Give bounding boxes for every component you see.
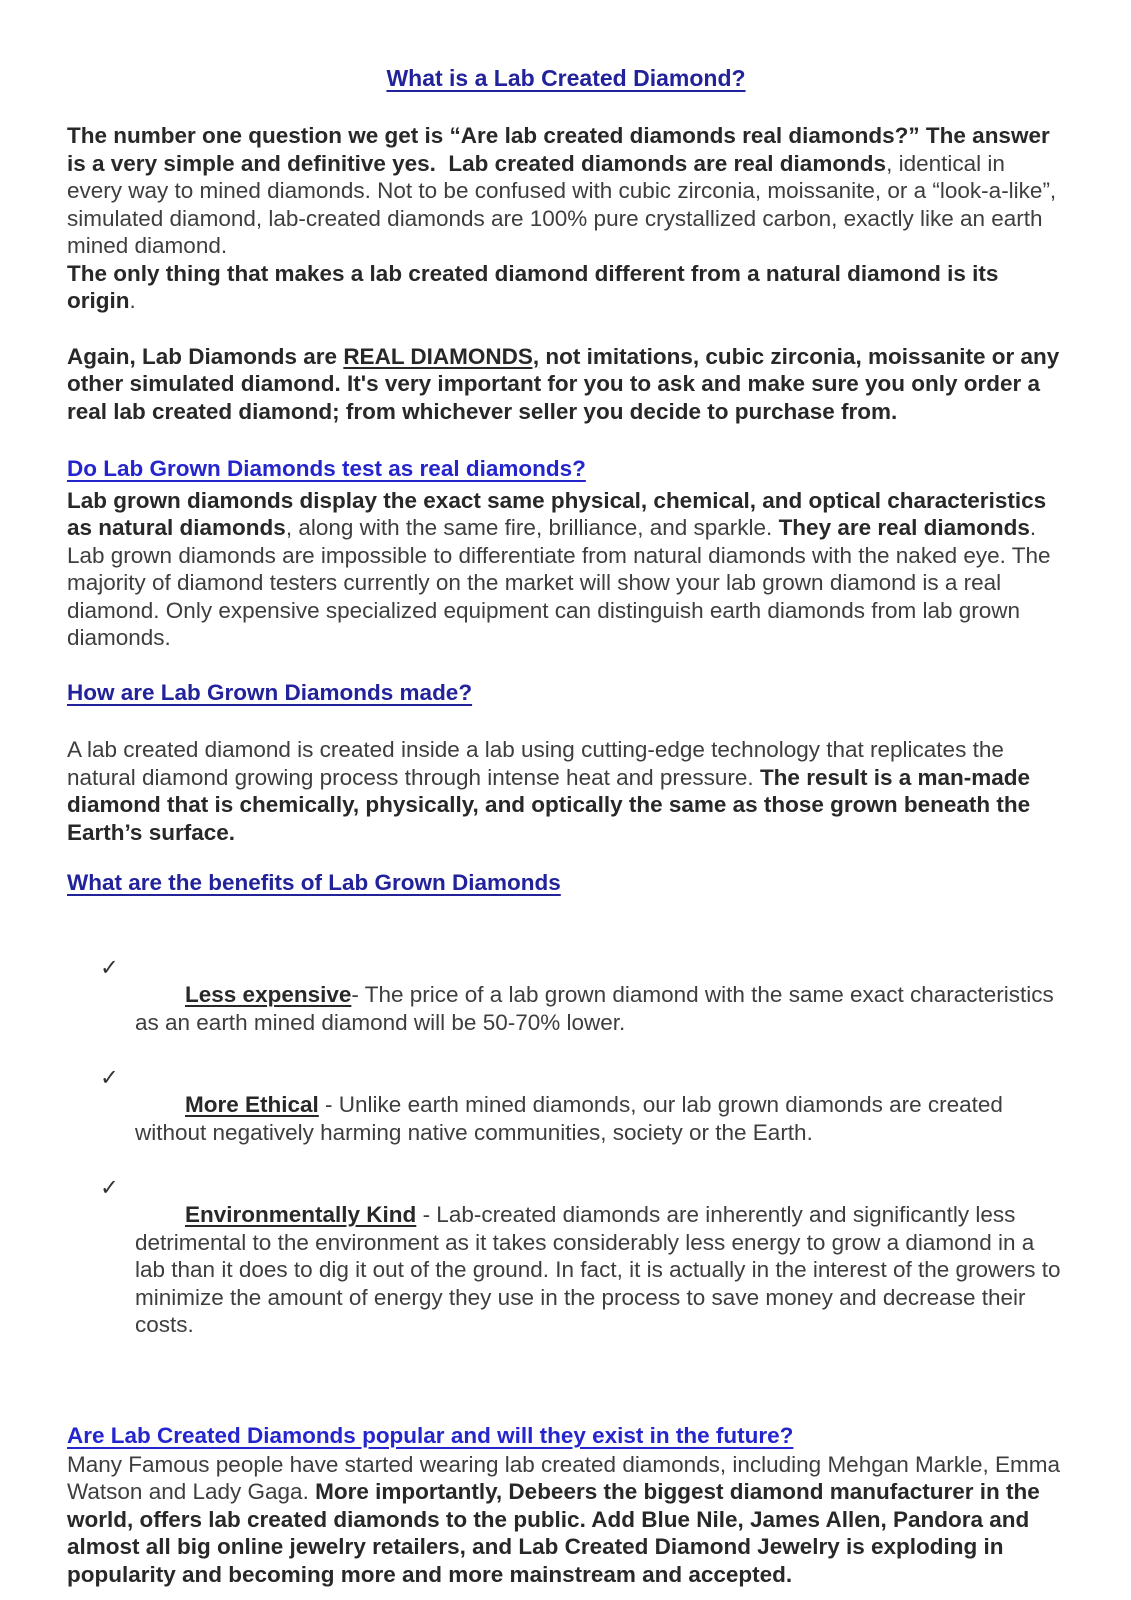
page-title — [67, 64, 1065, 92]
checkmark-icon: ✓ — [100, 1064, 119, 1090]
checkmark-icon: ✓ — [100, 1174, 119, 1200]
benefit-item-environmentally-kind — [100, 1174, 1065, 1367]
benefit-term: Less expensive — [185, 982, 352, 1007]
checkmark-icon: ✓ — [100, 954, 119, 980]
text-run: . — [129, 288, 136, 313]
benefit-term: More Ethical — [185, 1092, 319, 1117]
text-run-bold: The result is a man-made diamond that is chemically, physically, and optically the same as those grown beneath the Earth’s surface. — [67, 764, 1037, 845]
benefit-text: - Unlike earth mined diamonds, our lab grown diamonds are created without negatively harming native communities, society or the Earth. — [135, 1092, 1010, 1145]
heading-benefits[interactable]: What are the benefits of Lab Grown Diamonds — [67, 870, 561, 895]
benefit-item-more-ethical — [100, 1064, 1065, 1174]
text-run-bold: The number one question we get is “Are lab created diamonds real diamonds?” The answer is a very simple and definitive yes. Lab created diamonds are real diamonds — [67, 123, 1056, 176]
text-run-bold: not imitations, cubic zirconia, moissanite or any other simulated diamond. It's very important for you to ask and make sure you only order a real lab created diamond; from whichever seller you decide to purchase from. — [67, 343, 1066, 424]
text-run: A lab created diamond is created inside a lab using cutting-edge technology that replicates the natural diamond growing process through intense heat and pressure. — [67, 737, 1011, 790]
benefit-text: - Lab-created diamonds are inherently and significantly less detrimental to the environment as it takes considerably less energy to grow a diamond in a lab than it does to dig it out of the ground. In fact, it is actually in the interest of the growers to minimize the amount of energy they use in the process to save money and decrease their costs. — [135, 1202, 1067, 1337]
text-run: . Lab grown diamonds are impossible to differentiate from natural diamonds with the naked eye. The majority of diamond testers currently on the market will show your lab grown diamond is a real diamond. Only expensive specialized equipment can distinguish earth diamonds from lab grown diamonds. — [67, 515, 1057, 650]
text-run: Many Famous people have started wearing lab created diamonds, including Mehgan Markle, Emma Watson and Lady Gaga. — [67, 1451, 1067, 1504]
text-run-bold: More importantly, Debeers the biggest diamond manufacturer in the world, offers lab created diamonds to the public. Add Blue Nile, James Allen, Pandora and almost all big online jewelry retailers, and Lab Created Diamond Jewelry is exploding in popularity and becoming more and more mainstream and accepted. — [67, 1479, 1047, 1587]
benefit-item-less-expensive — [100, 954, 1065, 1064]
paragraph-intro — [67, 122, 1065, 315]
heading-test-as-real[interactable]: Do Lab Grown Diamonds test as real diamonds? — [67, 456, 586, 481]
text-run-bold-underline: REAL DIAMONDS, — [343, 343, 540, 369]
paragraph-test-as-real — [67, 487, 1065, 652]
text-run-bold: Again, Lab Diamonds are — [67, 343, 344, 369]
heading-popular-future[interactable]: Are Lab Created Diamonds popular and will they exist in the future? — [67, 1423, 794, 1448]
paragraph-how-made — [67, 736, 1065, 846]
benefit-text: - The price of a lab grown diamond with the same exact characteristics as an earth mined diamond will be 50-70% lower. — [135, 982, 1061, 1035]
benefit-term: Environmentally Kind — [185, 1202, 417, 1227]
benefits-list — [67, 954, 1065, 1367]
text-run: , identical in every way to mined diamonds. Not to be confused with cubic zirconia, moissanite, or a “look-a-like”, simulated diamond, lab-created diamonds are 100% pure crystallized carbon, exactly like an earth mined diamond. — [67, 150, 1063, 258]
text-run-bold: Lab grown diamonds display the exact same physical, chemical, and optical characteristics as natural diamonds — [67, 487, 1053, 540]
text-run-bold: The only thing that makes a lab created diamond different from a natural diamond is its origin — [67, 260, 1005, 313]
text-run-bold: They are real diamonds — [778, 515, 1030, 540]
heading-how-made[interactable]: How are Lab Grown Diamonds made? — [67, 679, 473, 705]
text-run: , along with the same fire, brilliance, and sparkle. — [285, 515, 779, 540]
page-title-link[interactable]: What is a Lab Created Diamond? — [386, 65, 746, 91]
document-body — [67, 64, 1065, 1588]
paragraph-popular-future — [67, 1451, 1065, 1589]
paragraph-again-real — [67, 343, 1065, 426]
